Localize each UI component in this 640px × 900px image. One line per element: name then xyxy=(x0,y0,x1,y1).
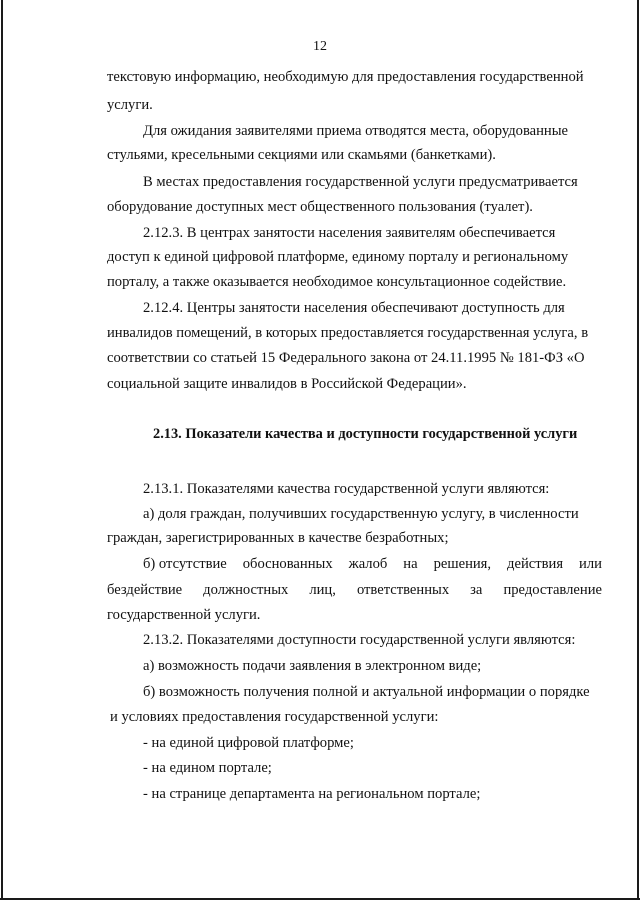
paragraph-4-line-3: порталу, а также оказывается необходимое консультационное содействие. xyxy=(107,274,567,290)
paragraph-4-line-1: 2.12.3. В центрах занятости населения заявителям обеспечивается xyxy=(143,225,556,241)
word: ответственных xyxy=(356,582,450,598)
paragraph-1-line-2: услуги. xyxy=(107,97,153,113)
section-heading: 2.13. Показатели качества и доступности государственной услуги xyxy=(153,426,578,442)
paragraph-5-line-1: 2.12.4. Центры занятости населения обеспечивают доступность для xyxy=(143,300,565,316)
scan-edge-right xyxy=(637,0,639,900)
word: за xyxy=(470,582,483,598)
scan-edge-left xyxy=(1,0,3,900)
paragraph-7-line-2: граждан, зарегистрированных в качестве безработных; xyxy=(107,530,449,546)
paragraph-2-line-1: Для ожидания заявителями приема отводятся места, оборудованные xyxy=(143,123,569,139)
paragraph-1-line-1: текстовую информацию, необходимую для предоставления государственной xyxy=(107,69,584,85)
word: на xyxy=(403,556,418,572)
paragraph-3-line-1: В местах предоставления государственной услуги предусматривается xyxy=(143,174,578,190)
word: б) отсутствие xyxy=(143,556,227,572)
paragraph-10: а) возможность подачи заявления в электронном виде; xyxy=(143,658,482,674)
word: лиц, xyxy=(309,582,336,598)
paragraph-9: 2.13.2. Показателями доступности государственной услуги являются: xyxy=(143,632,576,648)
word: предоставление xyxy=(503,582,602,598)
paragraph-8-line-3: государственной услуги. xyxy=(107,607,261,623)
word: обоснованных xyxy=(242,556,333,572)
paragraph-4-line-2: доступ к единой цифровой платформе, единому порталу и региональному xyxy=(107,249,569,265)
paragraph-7-line-1: а) доля граждан, получивших государственную услугу, в численности xyxy=(143,506,579,522)
paragraph-2-line-2: стульями, кресельными секциями или скамьями (банкетками). xyxy=(107,147,496,163)
word: решения, xyxy=(433,556,492,572)
list-item: - на единой цифровой платформе; xyxy=(143,735,354,751)
paragraph-6: 2.13.1. Показателями качества государственной услуги являются: xyxy=(143,481,550,497)
word: действия xyxy=(507,556,564,572)
word: бездействие xyxy=(107,582,183,598)
paragraph-8-line-2 xyxy=(107,583,602,598)
paragraph-3-line-2: оборудование доступных мест общественного пользования (туалет). xyxy=(107,199,533,215)
list-item: - на едином портале; xyxy=(143,760,272,776)
paragraph-5-line-2: инвалидов помещений, в которых предоставляется государственная услуга, в xyxy=(107,325,589,341)
paragraph-8-line-1 xyxy=(143,557,602,572)
word: жалоб xyxy=(348,556,388,572)
word: или xyxy=(579,556,602,572)
paragraph-5-line-3: соответствии со статьей 15 Федерального закона от 24.11.1995 № 181-ФЗ «О xyxy=(107,350,585,366)
word: должностных xyxy=(203,582,289,598)
paragraph-11-line-1: б) возможность получения полной и актуальной информации о порядке xyxy=(143,684,590,700)
list-item: - на странице департамента на региональном портале; xyxy=(143,786,481,802)
paragraph-11-line-2: и условиях предоставления государственной услуги: xyxy=(110,709,439,725)
page-number: 12 xyxy=(313,39,327,54)
paragraph-5-line-4: социальной защите инвалидов в Российской Федерации». xyxy=(107,376,467,392)
